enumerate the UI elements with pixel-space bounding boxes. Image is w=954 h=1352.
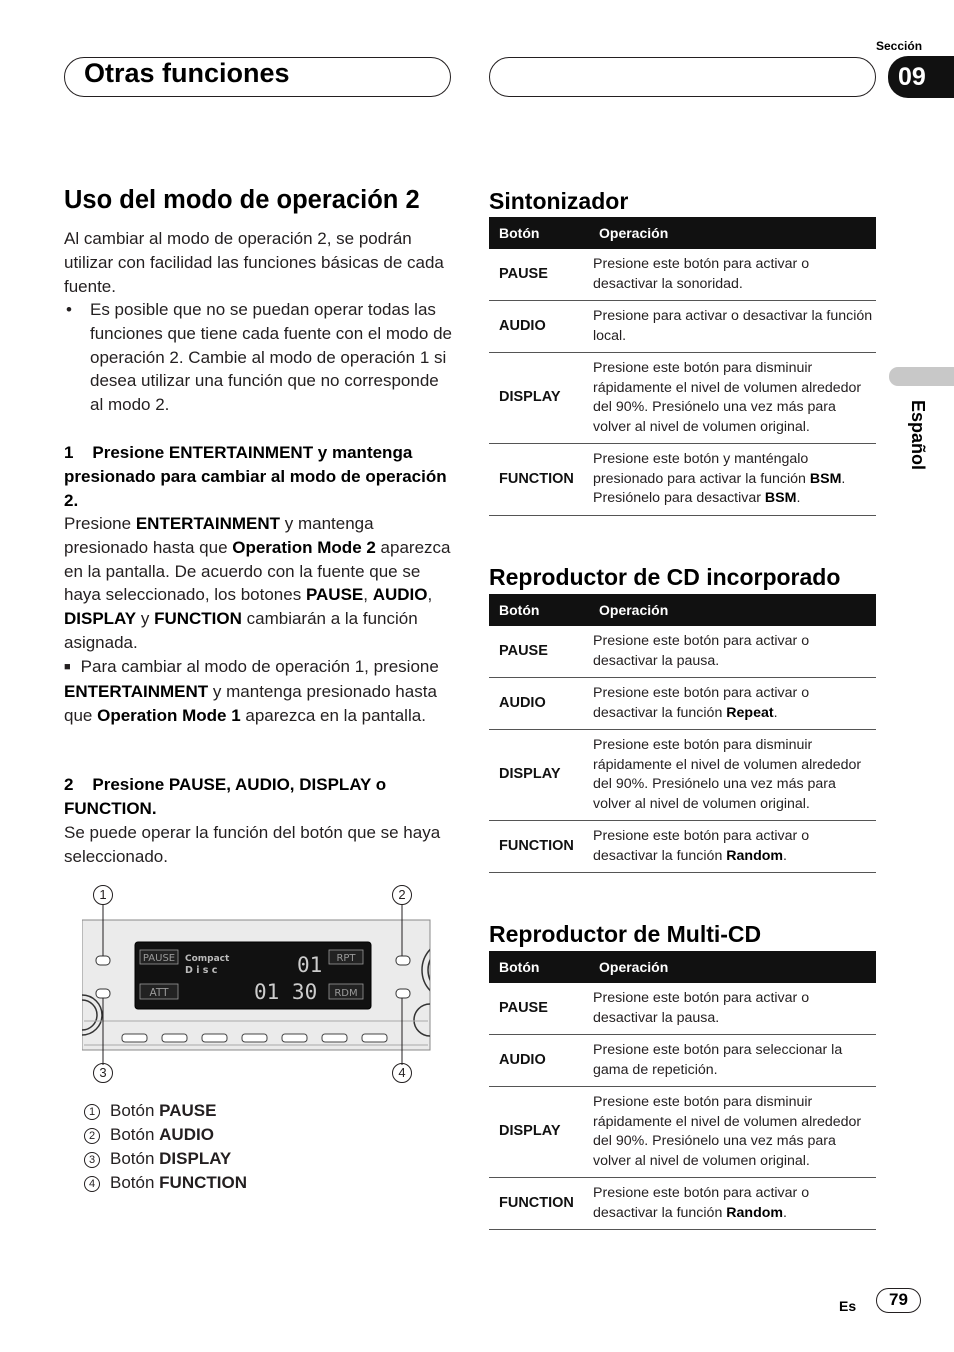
text-run: aparezca en la pantalla.	[240, 705, 426, 725]
page-number: 79	[876, 1288, 921, 1313]
text-run-bold: AUDIO	[372, 585, 428, 605]
legend-item-1	[84, 1099, 216, 1123]
col-header-operation: Operación	[593, 217, 876, 249]
operation-cell	[593, 730, 876, 821]
legend-bold: FUNCTION	[159, 1173, 247, 1192]
table-row	[489, 626, 876, 678]
text-run: Presione este botón para disminuir rápidamente el nivel de volumen alrededor del 90%. Presiónelo una vez más para volver al nivel de volumen original.	[593, 1094, 862, 1169]
legend-number: 1	[84, 1104, 100, 1120]
display-time-digits: 01 30	[254, 980, 318, 1004]
text-run-bold: ENTERTAINMENT	[64, 681, 209, 701]
callout-1: 1	[93, 885, 113, 905]
text-run: Presione este botón para activar o desactivar la función	[593, 828, 810, 864]
main-heading: Uso del modo de operación 2	[64, 186, 420, 214]
display-disc-label: D i s c	[185, 965, 218, 976]
step-1-heading-text: Presione ENTERTAINMENT y mantenga presionado para cambiar al modo de operación 2.	[64, 443, 447, 510]
operation-cell	[593, 1178, 876, 1230]
text-run: aparezca en la pantalla. De acuerdo con la fuente que se haya seleccionado, los botones	[64, 537, 451, 605]
operation-cell	[593, 678, 876, 730]
legend-number: 3	[84, 1152, 100, 1168]
operation-cell	[593, 1087, 876, 1178]
language-tab-marker	[889, 367, 954, 386]
legend-number: 2	[84, 1128, 100, 1144]
legend-text: Botón	[110, 1101, 160, 1120]
multicd-table	[489, 951, 876, 1230]
legend-bold: PAUSE	[159, 1101, 217, 1120]
text-run: Presione	[64, 514, 136, 533]
text-run: Presione este botón para disminuir rápidamente el nivel de volumen alrededor del 90%. Presiónelo una vez más para volver al nivel de volumen original.	[593, 360, 862, 435]
col-header-operation: Operación	[593, 951, 876, 983]
text-run: ,	[363, 585, 373, 605]
operation-cell	[593, 626, 876, 678]
head-unit-illustration	[82, 905, 432, 1070]
text-run: .	[783, 1204, 787, 1221]
legend-text: Botón	[110, 1173, 160, 1192]
button-cell: DISPLAY	[489, 353, 593, 444]
col-header-button: Botón	[489, 951, 593, 983]
text-run: cambiarán a la función asignada.	[64, 609, 418, 652]
text-run: y mantenga presionado hasta que	[64, 514, 374, 557]
text-run: Presione este botón para activar o desactivar la sonoridad.	[593, 256, 810, 292]
table-row	[489, 821, 876, 873]
text-run: Presione este botón para disminuir rápidamente el nivel de volumen alrededor del 90%. Presiónelo una vez más para volver al nivel de volumen original.	[593, 737, 862, 812]
sintonizador-heading: Sintonizador	[489, 188, 629, 214]
step-2-heading	[64, 773, 452, 821]
display-compact-label: Compact	[185, 954, 230, 964]
table-row	[489, 1178, 876, 1230]
text-run-bold: FUNCTION	[154, 609, 242, 629]
button-cell: PAUSE	[489, 983, 593, 1035]
text-run: Para cambiar al modo de operación 1, presione	[80, 657, 439, 676]
bullet-dot: •	[66, 300, 72, 319]
legend-bold: AUDIO	[159, 1125, 214, 1144]
text-run: Presione este botón para seleccionar la gama de repetición.	[593, 1042, 843, 1078]
cd-heading: Reproductor de CD incorporado	[489, 564, 841, 590]
header-empty-frame	[489, 57, 876, 97]
footer-language-code: Es	[839, 1298, 857, 1314]
step-2-body: Se puede operar la función del botón que se haya seleccionado.	[64, 823, 441, 866]
table-header-row	[489, 594, 876, 626]
text-run: .	[796, 490, 801, 506]
text-run: Presione para activar o desactivar la función local.	[593, 308, 873, 344]
callout-2: 2	[392, 885, 412, 905]
text-run: ,	[427, 585, 433, 605]
text-run-bold: PAUSE	[305, 585, 364, 605]
seccion-label: Sección	[876, 39, 923, 53]
text-run-bold: Operation Mode 1	[97, 705, 241, 725]
legend-item-3	[84, 1147, 231, 1171]
table-row	[489, 1087, 876, 1178]
legend-item-4	[84, 1171, 247, 1195]
button-cell: DISPLAY	[489, 730, 593, 821]
button-cell: AUDIO	[489, 301, 593, 353]
text-run: Presione este botón para activar o desactivar la función	[593, 685, 810, 721]
step-2-number: 2	[64, 775, 74, 794]
legend-number: 4	[84, 1176, 100, 1192]
display-pause-label: PAUSE	[142, 953, 176, 964]
operation-cell	[593, 983, 876, 1035]
section-number: 09	[888, 56, 954, 98]
callout-4: 4	[392, 1063, 412, 1083]
text-run-bold: DISPLAY	[64, 609, 137, 629]
button-cell: FUNCTION	[489, 821, 593, 873]
table-row	[489, 1035, 876, 1087]
text-run: .	[773, 704, 778, 721]
text-run: Presione este botón para activar o desactivar la pausa.	[593, 990, 810, 1026]
text-run-bold: BSM	[764, 490, 797, 506]
operation-cell	[593, 249, 876, 301]
step-1-body	[64, 512, 456, 655]
table-row	[489, 249, 876, 301]
operation-cell	[593, 444, 876, 516]
table-row	[489, 678, 876, 730]
multicd-heading: Reproductor de Multi-CD	[489, 921, 762, 947]
text-run: Presione este botón para activar o desactivar la pausa.	[593, 633, 810, 669]
operation-cell	[593, 301, 876, 353]
text-run-bold: Random	[726, 1204, 784, 1221]
callout-3: 3	[93, 1063, 113, 1083]
legend-text: Botón	[110, 1149, 160, 1168]
text-run: Presione este botón para activar o desactivar la función	[593, 1185, 810, 1221]
display-att-label: ATT	[149, 987, 169, 999]
step-2-heading-text: Presione PAUSE, AUDIO, DISPLAY o FUNCTION.	[64, 775, 387, 818]
table-row	[489, 444, 876, 516]
col-header-operation: Operación	[593, 594, 876, 626]
text-run-bold: ENTERTAINMENT	[135, 514, 281, 533]
button-cell: PAUSE	[489, 249, 593, 301]
display-track-digits: 01	[297, 953, 323, 977]
intro-paragraph: Al cambiar al modo de operación 2, se podrán utilizar con facilidad las funciones básicas de cada fuente.	[64, 229, 444, 296]
operation-cell	[593, 1035, 876, 1087]
text-run-bold: Random	[726, 847, 784, 864]
col-header-button: Botón	[489, 594, 593, 626]
col-header-button: Botón	[489, 217, 593, 249]
step-1-heading	[64, 441, 452, 513]
bullet-text: Es posible que no se puedan operar todas las funciones que tiene cada fuente con el modo de operación 2. Cambie al modo de operación 1 si desea utilizar una función que no corresponde al modo 2.	[90, 300, 452, 415]
step-1-number: 1	[64, 443, 74, 462]
text-run: y	[136, 609, 155, 629]
table-header-row	[489, 217, 876, 249]
table-header-row	[489, 951, 876, 983]
button-cell: DISPLAY	[489, 1087, 593, 1178]
language-side-label: Español	[908, 400, 928, 471]
sintonizador-table	[489, 217, 876, 516]
text-run: y mantenga presionado hasta que	[64, 681, 437, 725]
table-row	[489, 353, 876, 444]
table-row	[489, 983, 876, 1035]
legend-bold: DISPLAY	[159, 1149, 232, 1168]
button-cell: AUDIO	[489, 1035, 593, 1087]
text-run: Presione este botón y manténgalo presionado para activar la función	[593, 451, 810, 487]
operation-cell	[593, 821, 876, 873]
text-run: . Presiónelo para desactivar	[593, 470, 846, 506]
text-run-bold: Operation Mode 2	[232, 537, 376, 557]
table-row	[489, 730, 876, 821]
table-row	[489, 301, 876, 353]
legend-item-2	[84, 1123, 214, 1147]
button-cell: FUNCTION	[489, 1178, 593, 1230]
text-run-bold: BSM	[809, 470, 842, 487]
button-cell: AUDIO	[489, 678, 593, 730]
display-rdm-label: RDM	[334, 988, 358, 999]
button-cell: FUNCTION	[489, 444, 593, 516]
square-bullet-icon: ■	[64, 661, 71, 673]
cd-table	[489, 594, 876, 873]
operation-cell	[593, 353, 876, 444]
button-cell: PAUSE	[489, 626, 593, 678]
legend-text: Botón	[110, 1125, 160, 1144]
section-title: Otras funciones	[84, 58, 290, 88]
text-run-bold: Repeat	[726, 704, 774, 721]
step-1-note	[64, 655, 450, 727]
text-run: .	[783, 847, 787, 864]
display-rpt-label: RPT	[336, 953, 356, 964]
